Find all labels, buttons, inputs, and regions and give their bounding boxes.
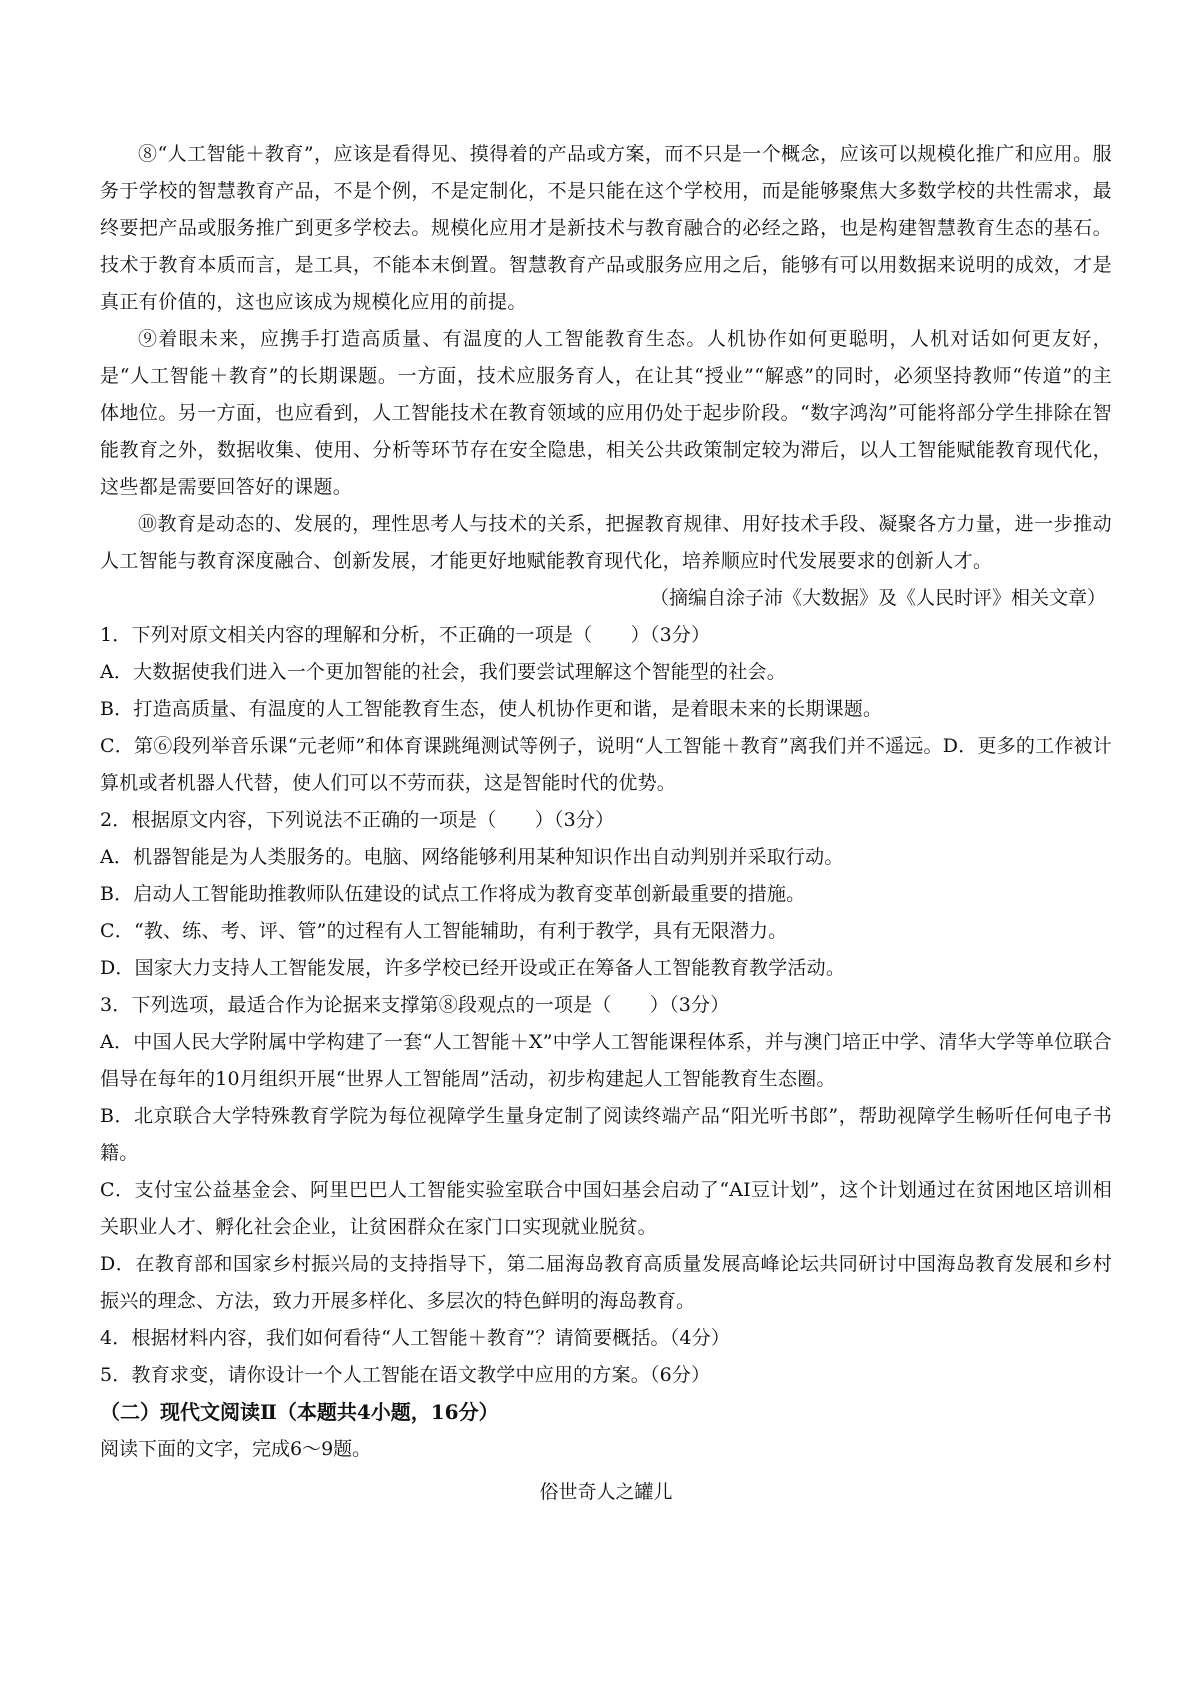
story-title: 俗世奇人之罐儿 (539, 1481, 673, 1503)
article-source: （摘编自涂子沛《大数据》及《人民时评》相关文章） (649, 587, 1106, 609)
question-2-option-d: D．国家大力支持人工智能发展，许多学校已经开设或正在筹备人工智能教育教学活动。 (100, 957, 846, 979)
section-modern-reading-2 (100, 1394, 1112, 1511)
question-2-option-c: C．“教、练、考、评、管”的过程有人工智能辅助，有利于教学，具有无限潜力。 (100, 920, 788, 942)
question-3-option-d: D．在教育部和国家乡村振兴局的支持指导下，第二届海岛教育高质量发展高峰论坛共同研讨中国海岛教育发展和乡村振兴的理念、方法，致力开展多样化、多层次的特色鲜明的海岛教育。 (100, 1253, 1112, 1312)
question-1-option-a: A．大数据使我们进入一个更加智能的社会，我们要尝试理解这个智能型的社会。 (100, 661, 786, 683)
article-paragraph-9: ⑨着眼未来，应携手打造高质量、有温度的人工智能教育生态。人机协作如何更聪明，人机对话如何更友好，是“人工智能＋教育”的长期课题。一方面，技术应服务育人，在让其“授业”“解惑”的同时，必须坚持教师“传道”的主体地位。另一方面，也应看到，人工智能技术在教育领域的应用仍处于起步阶段。“数字鸿沟”可能将部分学生排除在智能教育之外，数据收集、使用、分析等环节存在安全隐患，相关公共政策制定较为滞后，以人工智能赋能教育现代化，这些都是需要回答好的课题。 (100, 328, 1112, 498)
question-2-stem: 2．根据原文内容，下列说法不正确的一项是（ ）（3分） (100, 809, 615, 831)
section-intro: 阅读下面的文字，完成6～9题。 (100, 1438, 372, 1460)
question-3-stem: 3．下列选项，最适合作为论据来支撑第⑧段观点的一项是（ ）（3分） (100, 994, 730, 1016)
question-5-stem: 5．教育求变，请你设计一个人工智能在语文教学中应用的方案。（6分） (100, 1364, 711, 1386)
article-paragraph-8: ⑧“人工智能＋教育”，应该是看得见、摸得着的产品或方案，而不只是一个概念，应该可以规模化推广和应用。服务于学校的智慧教育产品，不是个例，不是定制化，不是只能在这个学校用，而是能够聚焦大多数学校的共性需求，最终要把产品或服务推广到更多学校去。规模化应用才是新技术与教育融合的必经之路，也是构建智慧教育生态的基石。技术于教育本质而言，是工具，不能本末倒置。智慧教育产品或服务应用之后，能够有可以用数据来说明的成效，才是真正有价值的，这也应该成为规模化应用的前提。 (100, 143, 1112, 313)
question-4-stem: 4．根据材料内容，我们如何看待“人工智能＋教育”？请简要概括。（4分） (100, 1327, 731, 1349)
section-heading: （二）现代文阅读Ⅱ（本题共4小题，16分） (100, 1400, 499, 1424)
question-1-option-b: B．打造高质量、有温度的人工智能教育生态，使人机协作更和谐，是着眼未来的长期课题。 (100, 698, 883, 720)
question-list (100, 617, 1112, 1394)
question-3-option-c: C．支付宝公益基金会、阿里巴巴人工智能实验室联合中国妇基会启动了“AI豆计划”，这个计划通过在贫困地区培训相关职业人才、孵化社会企业，让贫困群众在家门口实现就业脱贫。 (100, 1179, 1112, 1238)
question-1-stem: 1．下列对原文相关内容的理解和分析，不正确的一项是（ ）（3分） (100, 624, 711, 646)
article-paragraph-10: ⑩教育是动态的、发展的，理性思考人与技术的关系，把握教育规律、用好技术手段、凝聚各方力量，进一步推动人工智能与教育深度融合、创新发展，才能更好地赋能教育现代化，培养顺应时代发展要求的创新人才。 (100, 513, 1112, 572)
question-3-option-a: A．中国人民大学附属中学构建了一套“人工智能＋X”中学人工智能课程体系，并与澳门培正中学、清华大学等单位联合倡导在每年的10月组织开展“世界人工智能周”活动，初步构建起人工智能教育生态圈。 (100, 1031, 1112, 1090)
question-1-option-c-d: C．第⑥段列举音乐课“元老师”和体育课跳绳测试等例子，说明“人工智能＋教育”离我们并不遥远。D．更多的工作被计算机或者机器人代替，使人们可以不劳而获，这是智能时代的优势。 (100, 735, 1112, 794)
question-2-option-b: B．启动人工智能助推教师队伍建设的试点工作将成为教育变革创新最重要的措施。 (100, 883, 806, 905)
question-2-option-a: A．机器智能是为人类服务的。电脑、网络能够利用某种知识作出自动判别并采取行动。 (100, 846, 844, 868)
article (100, 136, 1112, 617)
question-3-option-b: B．北京联合大学特殊教育学院为每位视障学生量身定制了阅读终端产品“阳光听书郎”，帮助视障学生畅听任何电子书籍。 (100, 1105, 1112, 1164)
